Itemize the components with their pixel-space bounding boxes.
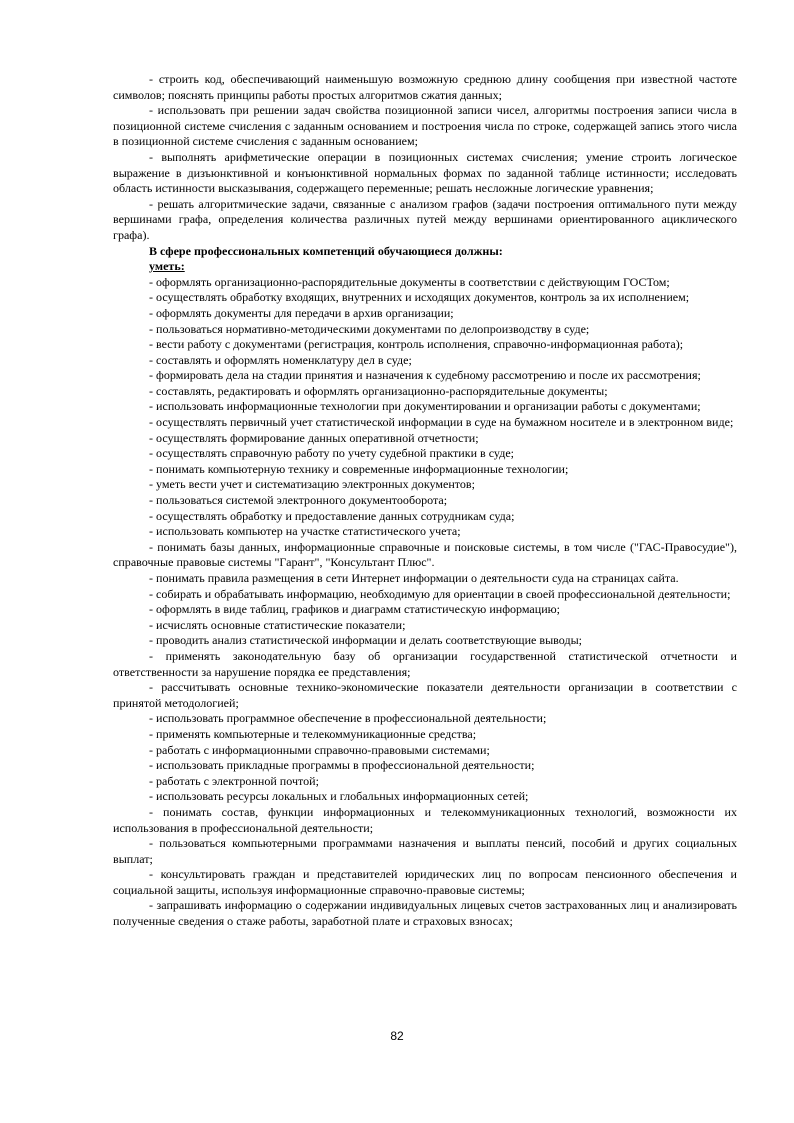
list-item: - использовать программное обеспечение в профессиональной деятельности; — [149, 711, 547, 726]
list-item: - использовать компьютер на участке статистического учета; — [149, 524, 461, 539]
list-item: - составлять и оформлять номенклатуру дел в суде; — [149, 352, 412, 367]
list-item: - формировать дела на стадии принятия и назначения к судебному рассмотрению и после их рассмотрения; — [149, 368, 701, 383]
list-item: - работать с электронной почтой; — [149, 773, 319, 788]
list-item: - использовать ресурсы локальных и глобальных информационных сетей; — [149, 789, 529, 804]
list-item: - осуществлять первичный учет статистической информации в суде на бумажном носителе и в электронном виде; — [149, 415, 734, 430]
list-item: - работать с информационными справочно-правовыми системами; — [149, 742, 490, 757]
intro-paragraph: - использовать при решении задач свойства позиционной записи чисел, алгоритмы построения записи числа в позиционной системе счисления с заданным основанием и построения числа по строке, содержащей запись этого числа в позиционной системе счисления с заданным основанием; — [113, 103, 737, 149]
list-item: - рассчитывать основные технико-экономические показатели деятельности организации в соответствии с принятой методологией; — [113, 680, 737, 710]
list-item: - осуществлять обработку входящих, внутренних и исходящих документов, контроль за их исполнением; — [149, 290, 690, 305]
list-item: - применять компьютерные и телекоммуникационные средства; — [149, 726, 477, 741]
list-item: - пользоваться системой электронного документооборота; — [149, 493, 448, 508]
section-heading: В сфере профессиональных компетенций обучающиеся должны: — [149, 243, 503, 258]
skills-list — [113, 275, 737, 930]
intro-paragraph: - выполнять арифметические операции в позиционных системах счисления; умение строить логическое выражение в дизъюнктивной и конъюнктивной нормальных формах по заданной таблице истинности; исследовать область истинности высказывания, содержащего переменные; решать несложные логические уравнения; — [113, 149, 737, 196]
intro-paragraph: - решать алгоритмические задачи, связанные с анализом графов (задачи построения оптимального пути между вершинами графа, определения количества различных путей между вершинами ориентированного ациклического графа). — [113, 196, 737, 242]
document-body — [113, 72, 737, 930]
list-item: - осуществлять обработку и предоставление данных сотрудникам суда; — [149, 508, 515, 523]
list-item: - оформлять организационно-распорядительные документы в соответствии с действующим ГОСТом; — [149, 274, 670, 289]
list-item: - собирать и обрабатывать информацию, необходимую для ориентации в своей профессиональной деятельности; — [149, 586, 731, 601]
list-item: - осуществлять формирование данных оперативной отчетности; — [149, 430, 479, 445]
list-item: - вести работу с документами (регистрация, контроль исполнения, справочно-информационная работа); — [149, 337, 684, 352]
list-item: - понимать правила размещения в сети Интернет информации о деятельности суда на страницах сайта. — [149, 571, 679, 585]
list-item: - консультировать граждан и представителей юридических лиц по вопросам пенсионного обеспечения и социальной защиты, используя информационные справочно-правовые системы; — [113, 867, 737, 897]
list-item: - понимать состав, функции информационных и телекоммуникационных технологий, возможности их использования в профессиональной деятельности; — [113, 804, 737, 835]
intro-paragraph: - строить код, обеспечивающий наименьшую возможную среднюю длину сообщения при известной частоте символов; пояснять принципы работы простых алгоритмов сжатия данных; — [113, 72, 737, 102]
list-item: - уметь вести учет и систематизацию электронных документов; — [149, 477, 475, 492]
list-item: - использовать прикладные программы в профессиональной деятельности; — [149, 758, 535, 773]
list-item: - составлять, редактировать и оформлять организационно-распорядительные документы; — [149, 383, 608, 398]
list-item: - оформлять в виде таблиц, графиков и диаграмм статистическую информацию; — [149, 602, 561, 617]
list-item: - осуществлять справочную работу по учету судебной практики в суде; — [149, 446, 515, 461]
list-item: - проводить анализ статистической информации и делать соответствующие выводы; — [149, 633, 583, 648]
list-item: - пользоваться нормативно-методическими документами по делопроизводству в суде; — [149, 321, 590, 336]
list-item: - понимать базы данных, информационные справочные и поисковые системы, в том числе ("ГАС-Правосудие"), справочные правовые системы "Гарант", "Консультант Плюс". — [113, 539, 737, 570]
list-item: - понимать компьютерную технику и современные информационные технологии; — [149, 461, 569, 476]
list-item: - использовать информационные технологии при документировании и организации работы с документами; — [149, 399, 701, 414]
page-number: 82 — [390, 1029, 404, 1043]
section-subheading: уметь: — [149, 259, 185, 274]
list-item: - исчислять основные статистические показатели; — [149, 617, 406, 632]
list-item: - пользоваться компьютерными программами назначения и выплаты пенсий, пособий и других социальных выплат; — [113, 836, 737, 866]
list-item: - применять законодательную базу об организации государственной статистической отчетности и ответственности за нарушение порядка ее представления; — [113, 648, 737, 679]
list-item: - запрашивать информацию о содержании индивидуальных лицевых счетов застрахованных лиц и анализировать полученные сведения о стаже работы, заработной плате и страховых взносах; — [113, 898, 737, 929]
list-item: - оформлять документы для передачи в архив организации; — [149, 305, 454, 320]
